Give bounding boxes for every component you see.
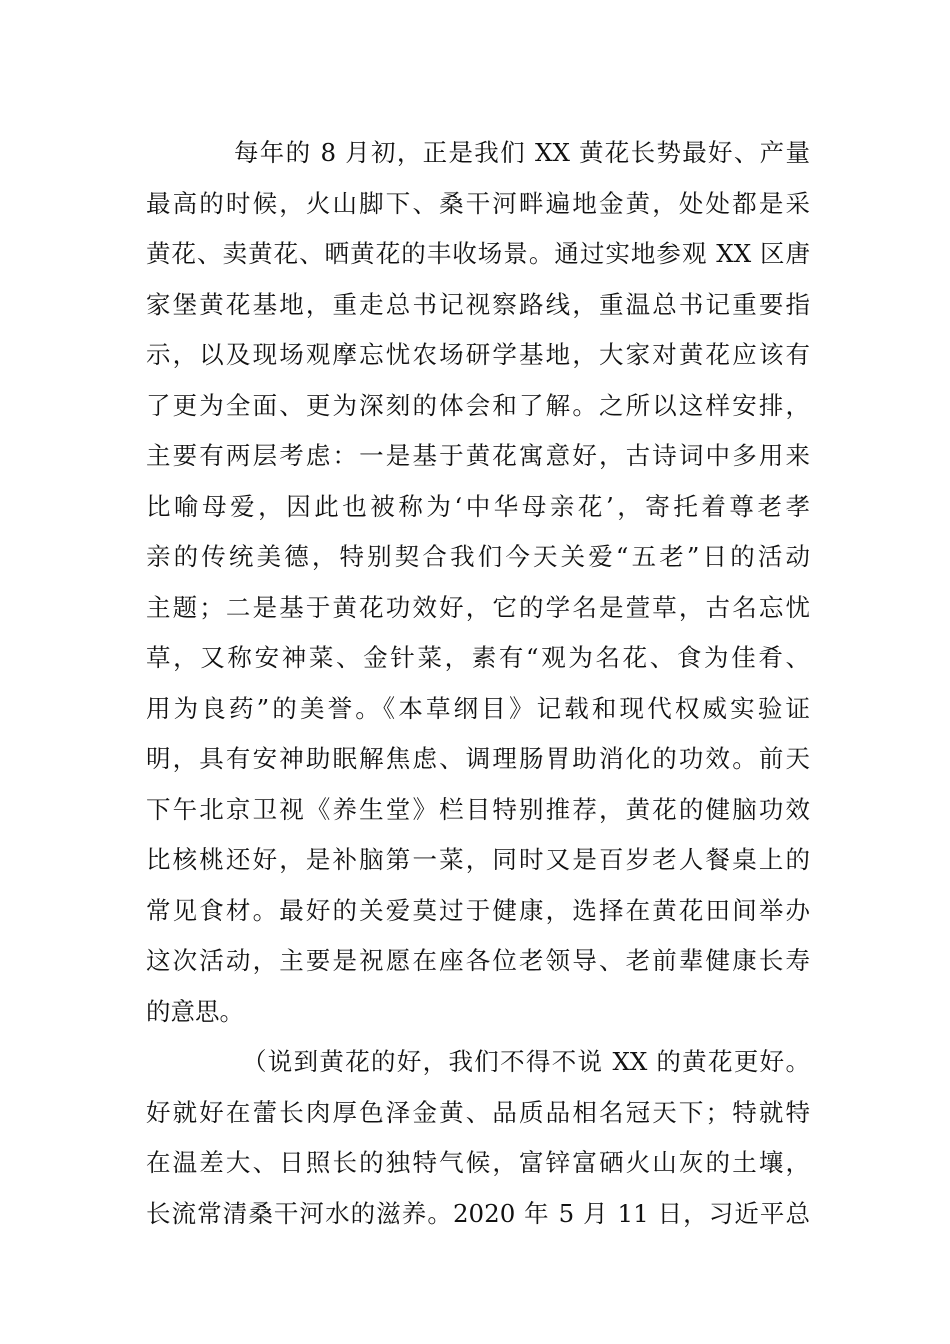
text-line: 家堡黄花基地，重走总书记视察路线，重温总书记重要指 bbox=[146, 289, 810, 319]
body-text bbox=[146, 128, 810, 1239]
text-line: 主题；二是基于黄花功效好，它的学名是萱草，古名忘忧 bbox=[146, 592, 810, 622]
text-line: 了更为全面、更为深刻的体会和了解。之所以这样安排， bbox=[146, 390, 810, 420]
text-line: 每年的 8 月初，正是我们 XX 黄花长势最好、产量 bbox=[234, 138, 810, 167]
text-line: 用为良药”的美誉。《本草纲目》记载和现代权威实验证 bbox=[146, 693, 810, 723]
text-line: 草，又称安神菜、金针菜，素有“观为名花、食为佳肴、 bbox=[146, 643, 810, 672]
text-line: 黄花、卖黄花、晒黄花的丰收场景。通过实地参观 XX 区唐 bbox=[146, 239, 810, 268]
text-line: 常见食材。最好的关爱莫过于健康，选择在黄花田间举办 bbox=[146, 895, 810, 925]
text-line: 好就好在蕾长肉厚色泽金黄、品质品相名冠天下；特就特 bbox=[146, 1097, 810, 1127]
text-line: 比核桃还好，是补脑第一菜，同时又是百岁老人餐桌上的 bbox=[146, 845, 810, 874]
text-line: 长流常清桑干河水的滋养。2020 年 5 月 11 日，习近平总 bbox=[146, 1198, 810, 1228]
text-line: 亲的传统美德，特别契合我们今天关爱“五老”日的活动 bbox=[146, 542, 810, 571]
text-line: （说到黄花的好，我们不得不说 XX 的黄花更好。 bbox=[242, 1047, 810, 1076]
text-line: 主要有两层考虑：一是基于黄花寓意好，古诗词中多用来 bbox=[146, 441, 810, 470]
text-line: 这次活动，主要是祝愿在座各位老领导、老前辈健康长寿 bbox=[146, 946, 810, 975]
text-line: 的意思。 bbox=[146, 996, 244, 1026]
text-line: 明，具有安神助眠解焦虑、调理肠胃助消化的功效。前天 bbox=[146, 744, 810, 773]
text-line: 最高的时候，火山脚下、桑干河畔遍地金黄，处处都是采 bbox=[146, 188, 810, 218]
text-line: 比喻母爱，因此也被称为‘中华母亲花’，寄托着尊老孝 bbox=[146, 491, 810, 521]
text-line: 在温差大、日照长的独特气候，富锌富硒火山灰的土壤， bbox=[146, 1148, 810, 1177]
paragraph-2 bbox=[146, 1037, 810, 1239]
paragraph-1 bbox=[146, 128, 810, 1037]
text-line: 示，以及现场观摩忘忧农场研学基地，大家对黄花应该有 bbox=[146, 340, 810, 369]
text-line: 下午北京卫视《养生堂》栏目特别推荐，黄花的健脑功效 bbox=[146, 794, 810, 824]
